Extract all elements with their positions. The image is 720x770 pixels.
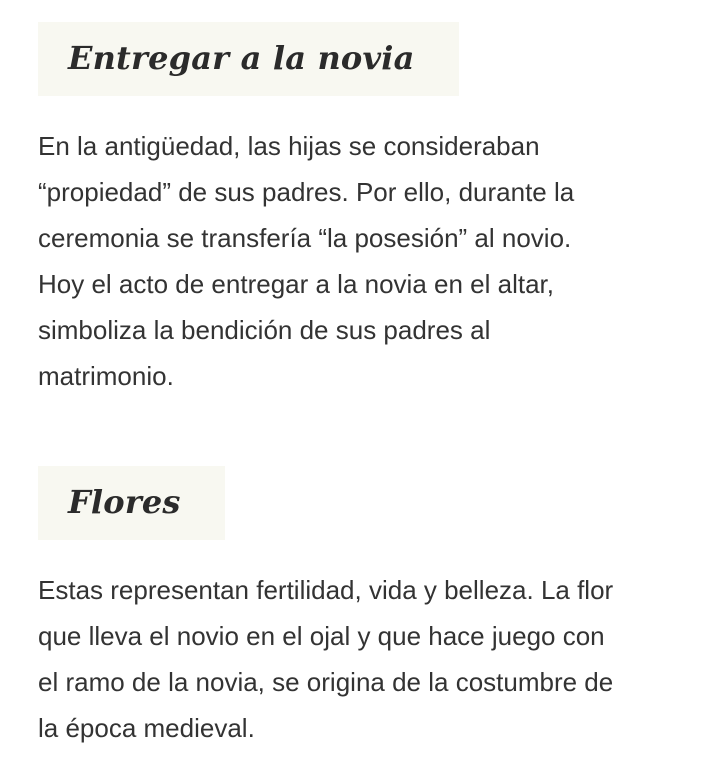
- section-flores: [38, 466, 698, 751]
- section-heading-box: [38, 22, 459, 96]
- section-heading: Entregar a la novia: [68, 39, 415, 77]
- section-heading: Flores: [68, 483, 181, 521]
- section-entregar-a-la-novia: [38, 22, 698, 399]
- section-paragraph: Estas representan fertilidad, vida y belleza. La flor que lleva el novio en el ojal y que hace juego con el ramo de la novia, se origina de la costumbre de la época medieval.: [38, 575, 614, 743]
- section-paragraph: En la antigüedad, las hijas se consideraban “propiedad” de sus padres. Por ello, durante la ceremonia se transfería “la posesión” al novio. Hoy el acto de entregar a la novia en el altar, simboliza la bendición de sus padres al matrimonio.: [38, 131, 575, 391]
- section-heading-box: [38, 466, 225, 540]
